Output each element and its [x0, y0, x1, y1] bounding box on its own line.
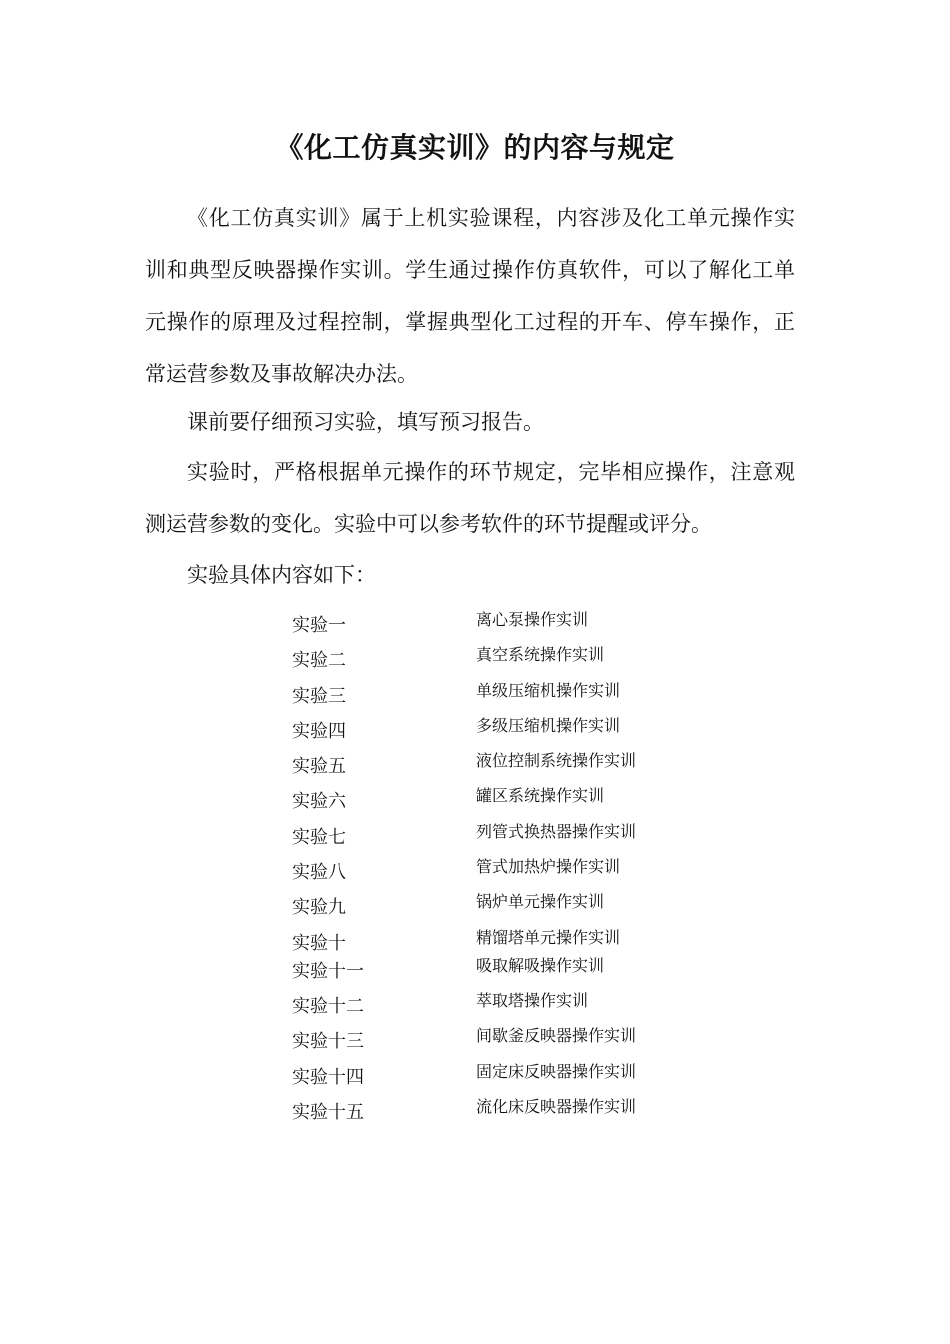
- list-item: [292, 888, 712, 923]
- experiment-name: 液位控制系统操作实训: [476, 751, 637, 771]
- experiment-name: 单级压缩机操作实训: [476, 680, 621, 700]
- experiment-paragraph-block: [145, 446, 795, 550]
- list-item: [292, 677, 712, 712]
- experiment-number: 实验九: [292, 897, 346, 919]
- list-item: [292, 1022, 712, 1057]
- experiment-name: 列管式换热器操作实训: [476, 821, 637, 841]
- experiment-name: 锅炉单元操作实训: [476, 892, 605, 912]
- experiment-number: 实验十三: [292, 1031, 364, 1053]
- experiment-number: 实验二: [292, 650, 346, 672]
- experiment-name: 离心泵操作实训: [476, 610, 589, 629]
- experiment-name: 吸取解吸操作实训: [476, 955, 605, 975]
- list-intro-block: [145, 549, 795, 601]
- prep-paragraph-block: [145, 396, 795, 448]
- list-item: [292, 747, 712, 782]
- list-item: [292, 952, 712, 987]
- experiment-name: 管式加热炉操作实训: [476, 857, 621, 877]
- experiment-number: 实验十一: [292, 960, 364, 982]
- experiment-number: 实验四: [292, 720, 346, 742]
- list-item: [292, 606, 712, 641]
- list-item: [292, 712, 712, 747]
- experiment-number: 实验十四: [292, 1066, 364, 1088]
- page-title: 《化工仿真实训》的内容与规定: [275, 131, 675, 164]
- experiment-number: 实验五: [292, 756, 346, 778]
- list-item: [292, 818, 712, 853]
- experiment-number: 实验三: [292, 685, 346, 707]
- list-item: [292, 782, 712, 817]
- experiment-number: 实验一: [292, 615, 346, 636]
- experiment-name: 间歇釜反映器操作实训: [476, 1026, 637, 1046]
- list-item: [292, 987, 712, 1022]
- experiment-paragraph: 实验时，严格根据单元操作的环节规定，完毕相应操作，注意观测运营参数的变化。实验中可以参考软件的环节提醒或评分。: [145, 460, 795, 536]
- experiment-name: 真空系统操作实训: [476, 645, 605, 665]
- experiment-number: 实验六: [292, 791, 346, 813]
- list-item: [292, 1093, 712, 1128]
- list-item: [292, 853, 712, 888]
- experiment-list: [292, 606, 712, 1128]
- intro-paragraph: 《化工仿真实训》属于上机实验课程，内容涉及化工单元操作实训和典型反映器操作实训。学生通过操作仿真软件，可以了解化工单元操作的原理及过程控制，掌握典型化工过程的开车、停车操作，正常运营参数及事故解决办法。: [145, 206, 795, 386]
- experiment-number: 实验十二: [292, 995, 364, 1017]
- experiment-name: 精馏塔单元操作实训: [476, 927, 621, 947]
- experiment-number: 实验七: [292, 826, 346, 848]
- experiment-number: 实验十: [292, 932, 346, 954]
- experiment-name: 多级压缩机操作实训: [476, 715, 621, 735]
- list-item: [292, 1058, 712, 1093]
- experiment-name: 流化床反映器操作实训: [476, 1096, 637, 1116]
- list-intro-paragraph: 实验具体内容如下：: [187, 563, 376, 587]
- list-item: [292, 641, 712, 676]
- experiment-name: 萃取塔操作实训: [476, 990, 589, 1010]
- list-item: [292, 924, 712, 952]
- intro-paragraph-block: [145, 192, 795, 400]
- experiment-name: 罐区系统操作实训: [476, 786, 605, 806]
- prep-paragraph: 课前要仔细预习实验，填写预习报告。: [187, 410, 544, 434]
- experiment-name: 固定床反映器操作实训: [476, 1061, 637, 1081]
- experiment-number: 实验十五: [292, 1101, 364, 1123]
- experiment-number: 实验八: [292, 862, 346, 884]
